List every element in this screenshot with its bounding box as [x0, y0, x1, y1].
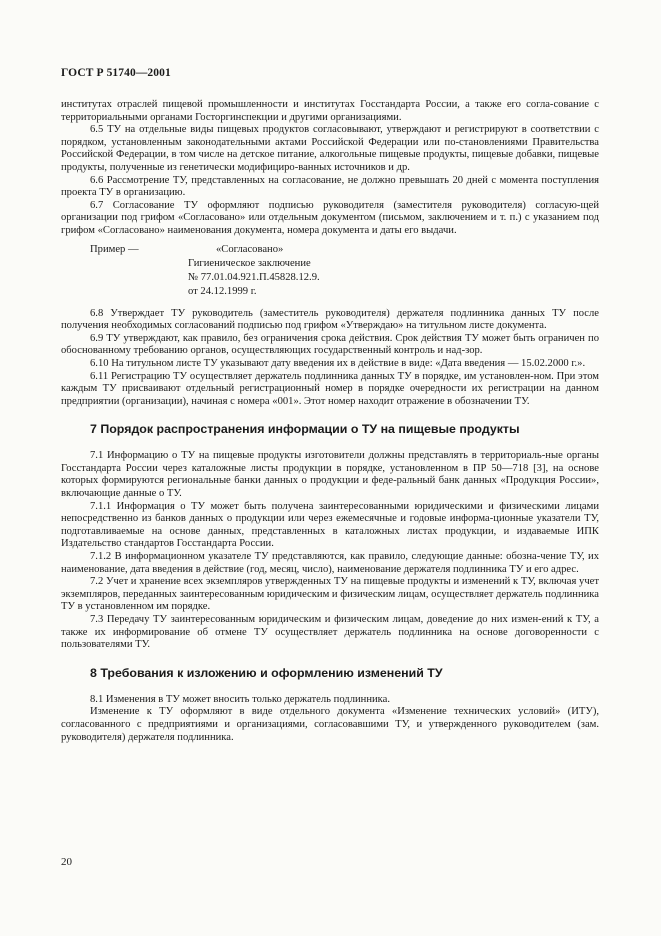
paragraph-6-5: 6.5 ТУ на отдельные виды пищевых продуктов согласовывают, утверждают и регистрируют в соответствии с порядком, установленным законодательными актами Российской Федерации или по-становлениями Правительства Российской Федерации, в том числе на детское питание, алкогольные пищевые продукты, пищевые добавки, пищевые продукты, полученные из генетически модифициро-ванных источников и др. [61, 124, 599, 173]
example-stamp-line: от 24.12.1999 г. [188, 285, 257, 297]
paragraph-7-1-1: 7.1.1 Информация о ТУ может быть получена заинтересованными юридическими и физическими лицами непосредственно из банков данных о продукции или через ежемесячные и годовые информа-ционные указатели ТУ, подготавливаемые на основе данных, представленных в каталожных листах продукции, и издаваемые ИПК Издательство стандартов Госстандарта России. [61, 500, 599, 550]
paragraph-7-1: 7.1 Информацию о ТУ на пищевые продукты изготовители должны представлять в территориаль-ные органы Госстандарта России через каталожные листы продукции в порядке, установленном в ПР 50—718 [3], на основе которых формируются региональные банки данных о продукции и феде-ральный банк данных «Продукция России», включающие данные о ТУ. [61, 450, 599, 500]
paragraph-7-2: 7.2 Учет и хранение всех экземпляров утвержденных ТУ на пищевые продукты и изменений к ТУ, включая учет экземпляров, переданных заинтересованным юридическим и физическим лицам, осуществляет держатель подлинника ТУ в установленном им порядке. [61, 576, 599, 613]
section-7-heading: 7 Порядок распространения информации о ТУ на пищевые продукты [90, 422, 520, 437]
page-number: 20 [61, 856, 72, 868]
paragraph-6-7: 6.7 Согласование ТУ оформляют подписью руководителя (заместителя руководителя) согласую-щей организации под грифом «Согласовано» или отдельным документом (письмом, заключением и т. п.) с указанием под грифом «Согласовано» наименования документа, номера документа и даты его выдачи. [61, 199, 599, 236]
paragraph-8-1-cont: Изменение к ТУ оформляют в виде отдельного документа «Изменение технических условий» (ИТУ), согласованного с предприятиями и организациями, согласовавшими ТУ, и утвержденного руководителем (зам. руководителя) держателя подлинника. [61, 706, 599, 743]
document-header: ГОСТ Р 51740—2001 [61, 67, 171, 79]
paragraph-continuation: институтах отраслей пищевой промышленности и институтах Госстандарта России, а также его согла-сование с территориальными органами Госторгинспекции и другими организациями. [61, 99, 599, 123]
paragraph-6-11: 6.11 Регистрацию ТУ осуществляет держатель подлинника данных ТУ в порядке, им установлен-ном. При этом каждым ТУ присваивают отдельный регистрационный номер в порядке очередности их регистрации на данном предприятии (организации), начиная с номера «001». Этот номер находит отражение в обозначении ТУ. [61, 370, 599, 407]
paragraph-6-8: 6.8 Утверждает ТУ руководитель (заместитель руководителя) держателя подлинника данных ТУ после получения необходимых согласований подписью под грифом «Утверждаю» на титульном листе документа. [61, 307, 599, 332]
example-stamp-line: № 77.01.04.921.П.45828.12.9. [188, 271, 320, 283]
paragraph-6-10: 6.10 На титульном листе ТУ указывают дату введения их в действие в виде: «Дата введения — 15.02.2000 г.». [90, 357, 586, 369]
paragraph-6-9: 6.9 ТУ утверждают, как правило, без ограничения срока действия. Срок действия ТУ может быть ограничен по обоснованному требованию органов, осуществляющих государственный контроль и над-зор. [61, 332, 599, 357]
example-stamp-line: Гигиеническое заключение [188, 257, 311, 269]
section-8-heading: 8 Требования к изложению и оформлению изменений ТУ [90, 665, 443, 680]
paragraph-6-6: 6.6 Рассмотрение ТУ, представленных на согласование, не должно превышать 20 дней с момента поступления проекта ТУ в организацию. [61, 174, 599, 199]
paragraph-8-1: 8.1 Изменения в ТУ может вносить только держатель подлинника. [90, 693, 390, 705]
paragraph-7-3: 7.3 Передачу ТУ заинтересованным юридическим и физическим лицам, доведение до них измен-ений к ТУ, а также их информирование об отмене ТУ осуществляет держатель подлинника на основе договоренности с пользователями ТУ. [61, 614, 599, 651]
paragraph-7-1-2: 7.1.2 В информационном указателе ТУ представляются, как правило, следующие данные: обозна-чение ТУ, их наименование, дата введения в действие (год, месяц, число), наименование держателя подлинника ТУ и его адрес. [61, 551, 599, 575]
example-label: Пример — [90, 243, 139, 255]
example-block [61, 244, 599, 302]
example-stamp-line: «Согласовано» [216, 243, 284, 255]
page-content [61, 99, 599, 744]
